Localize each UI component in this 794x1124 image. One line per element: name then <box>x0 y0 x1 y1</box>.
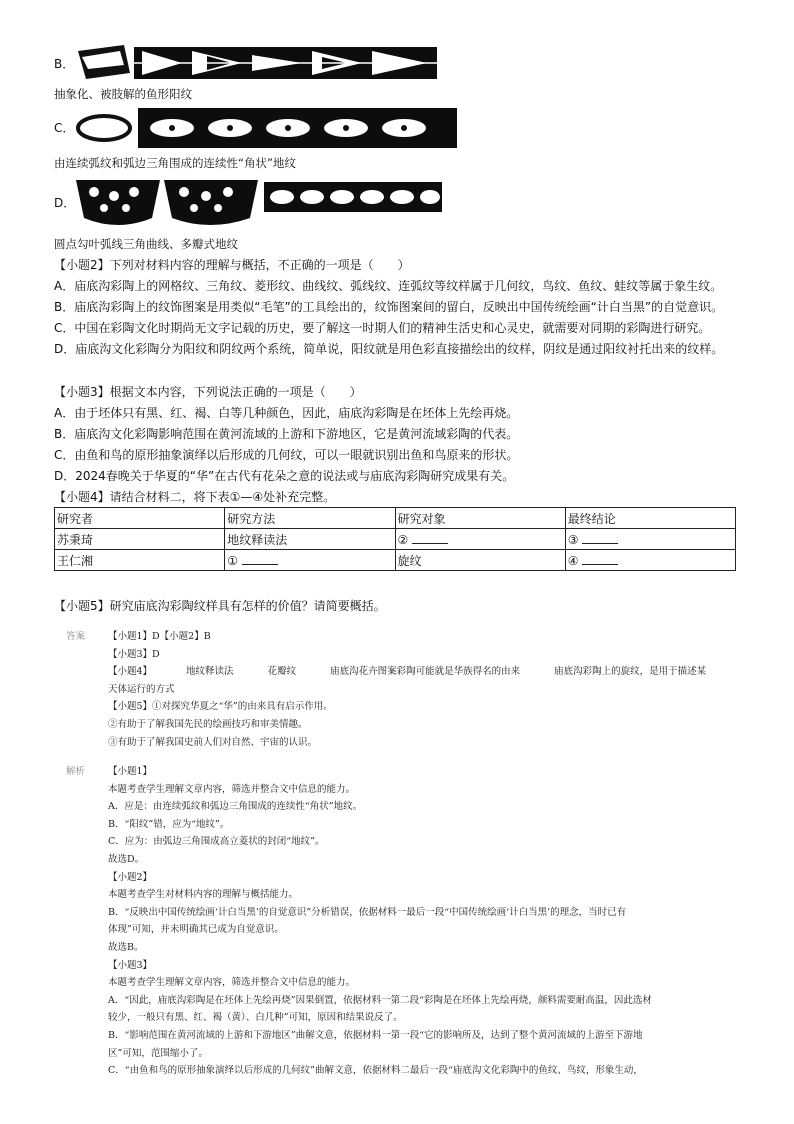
question-stem: 【小题3】根据文本内容，下列说法正确的一项是（ ） <box>54 385 362 399</box>
table-cell: 王仁湘 <box>55 550 225 571</box>
table-row <box>55 550 736 571</box>
analysis-line: A．“因此，庙底沟彩陶是在坯体上先绘再烧”因果倒置，依据材料一第二段“彩陶是在坯体上先绘再烧，颜料需要耐高温，因此选材 <box>108 994 652 1006</box>
table-row <box>55 529 736 550</box>
research-table <box>54 507 736 571</box>
fill-blank[interactable] <box>582 553 618 565</box>
question-4-stem: 【小题4】请结合材料二，将下表①—④处补充完整。 <box>54 490 336 504</box>
analysis-line: 【小题1】 <box>108 766 153 777</box>
option-c-caption: 由连续弧纹和弧边三角围成的连续性“角状”地纹 <box>54 156 296 170</box>
table-header-cell: 研究方法 <box>225 508 395 529</box>
question-3 <box>54 382 744 487</box>
analysis-label: 解析 <box>66 766 86 777</box>
table-cell: 苏秉琦 <box>55 529 225 550</box>
answer-block <box>66 628 736 751</box>
answer-line: 【小题3】D <box>108 648 160 660</box>
answer-line: 【小题1】D【小题2】B <box>108 631 211 642</box>
question-5-stem: 【小题5】研究庙底沟彩陶纹样具有怎样的价值？请简要概括。 <box>54 599 386 613</box>
blank-marker: ② <box>397 532 409 547</box>
analysis-line: 本题考查学生理解文章内容，筛选并整合文中信息的能力。 <box>108 783 356 795</box>
option-letter: C． <box>54 120 75 135</box>
analysis-line: C．应为：由弧边三角围成高立菱状的封闭“地纹”。 <box>108 836 325 848</box>
choice-a[interactable]: A．庙底沟彩陶上的网格纹、三角纹、菱形纹、曲线纹、弧线纹、连弧纹等纹样属于几何纹，鸟纹、鱼纹、蛙纹等属于象生纹。 <box>54 279 723 293</box>
table-cell[interactable] <box>395 529 565 550</box>
option-c-pattern-image <box>72 104 457 150</box>
analysis-line: 较少，一般只有黑、红、褐（黄）、白几种”可知，原因和结果说反了。 <box>108 1012 403 1024</box>
analysis-line: B．“反映出中国传统绘画‘计白当黑’的自觉意识”分析错误，依据材料一最后一段“中国传统绘画‘计白当黑’的理念，当时已有 <box>108 906 627 918</box>
table-cell[interactable] <box>565 550 735 571</box>
fill-blank[interactable] <box>412 532 448 544</box>
table-cell: 地纹释读法 <box>225 529 395 550</box>
option-d-caption: 圆点勾叶弧线三角曲线、多瓣式地纹 <box>54 237 238 251</box>
analysis-line: B．“影响范围在黄河流域的上游和下游地区”曲解文意，依据材料一第一段“它的影响所及，达到了整个黄河流域的上游至下游地 <box>108 1029 643 1041</box>
answer-label: 答案 <box>66 631 86 642</box>
fill-blank[interactable] <box>582 532 618 544</box>
blank-marker: ④ <box>567 553 579 568</box>
answer-line: ②有助于了解我国先民的绘画技巧和审美情趣。 <box>108 718 308 730</box>
analysis-line: 本题考查学生理解文章内容，筛选并整合文中信息的能力。 <box>108 977 356 989</box>
question-stem: 【小题2】下列对材料内容的理解与概括，不正确的一项是（ ） <box>54 258 410 272</box>
blank-marker: ③ <box>567 532 579 547</box>
answer-q4-head: 【小题4】 <box>108 666 153 678</box>
choice-c[interactable]: C．由鱼和鸟的原形抽象演绎以后形成的几何纹，可以一眼就识别出鱼和鸟原来的形状。 <box>54 448 519 462</box>
question-2 <box>54 255 744 360</box>
option-b[interactable] <box>54 43 437 83</box>
analysis-line: B．“阳纹”错，应为“地纹”。 <box>108 818 230 830</box>
table-cell[interactable] <box>225 550 395 571</box>
table-cell: 旋纹 <box>395 550 565 571</box>
answer-line: ③有助于了解我国史前人们对自然、宇宙的认识。 <box>108 736 318 748</box>
analysis-line: C．“由鱼和鸟的原形抽象演绎以后形成的几何纹”曲解文意，依据材料二最后一段“庙底沟文化彩陶中的鱼纹、鸟纹，形象生动， <box>108 1065 643 1077</box>
table-header-row <box>55 508 736 529</box>
answer-q4-2: 花瓣纹 <box>267 666 297 678</box>
answer-line: 【小题5】①对探究华夏之“华”的由来具有启示作用。 <box>108 701 333 713</box>
choice-b[interactable]: B．庙底沟文化彩陶影响范围在黄河流域的上游和下游地区，它是黄河流域彩陶的代表。 <box>54 427 519 441</box>
option-b-caption: 抽象化、被肢解的鱼形阳纹 <box>54 87 192 101</box>
analysis-line: A．应是：由连续弧纹和弧边三角围成的连续性“角状”地纹。 <box>108 801 363 813</box>
answer-q4-1: 地纹释读法 <box>186 666 234 678</box>
option-d-pattern-image <box>72 174 442 230</box>
option-b-pattern-image <box>72 43 437 83</box>
answer-line: 天体运行的方式 <box>108 683 175 695</box>
analysis-line: 【小题2】 <box>108 871 153 883</box>
table-header-cell: 研究者 <box>55 508 225 529</box>
analysis-line: 区”可知，范围缩小了。 <box>108 1047 208 1059</box>
choice-d[interactable]: D．庙底沟文化彩陶分为阳纹和阴纹两个系统，简单说，阳纹就是用色彩直接描绘出的纹样，阴纹是通过阳纹衬托出来的纹样。 <box>54 342 724 356</box>
answer-q4-3: 庙底沟花卉图案彩陶可能就是华族得名的由来 <box>330 666 521 678</box>
blank-marker: ① <box>227 553 239 568</box>
choice-a[interactable]: A．由于坯体只有黑、红、褐、白等几种颜色，因此，庙底沟彩陶是在坯体上先绘再烧。 <box>54 406 519 420</box>
table-header-cell: 最终结论 <box>565 508 735 529</box>
fill-blank[interactable] <box>242 553 278 565</box>
answer-q4-4: 庙底沟彩陶上的旋纹，是用于描述某 <box>554 666 707 678</box>
option-letter: B． <box>54 56 75 71</box>
option-letter: D． <box>54 195 76 210</box>
analysis-line: 故选D。 <box>108 853 145 865</box>
analysis-line: 故选B。 <box>108 941 144 953</box>
option-d[interactable] <box>54 174 442 230</box>
analysis-line: 本题考查学生对材料内容的理解与概括能力。 <box>108 889 299 901</box>
choice-c[interactable]: C．中国在彩陶文化时期尚无文字记载的历史，要了解这一时期人们的精神生活史和心灵史，就需要对同期的彩陶进行研究。 <box>54 321 711 335</box>
analysis-line: 【小题3】 <box>108 959 153 971</box>
table-header-cell: 研究对象 <box>395 508 565 529</box>
answer-line <box>108 663 736 681</box>
analysis-line: 体现”可知，并未明确其已成为自觉意识。 <box>108 924 284 936</box>
choice-b[interactable]: B．庙底沟彩陶上的纹饰图案是用类似“毛笔”的工具绘出的，纹饰图案间的留白，反映出中国传统绘画“计白当黑”的自觉意识。 <box>54 300 724 314</box>
analysis-block <box>66 763 736 1080</box>
table-cell[interactable] <box>565 529 735 550</box>
option-c[interactable] <box>54 104 457 150</box>
choice-d[interactable]: D．2024春晚关于华夏的“华”在古代有花朵之意的说法或与庙底沟彩陶研究成果有关。 <box>54 469 515 483</box>
